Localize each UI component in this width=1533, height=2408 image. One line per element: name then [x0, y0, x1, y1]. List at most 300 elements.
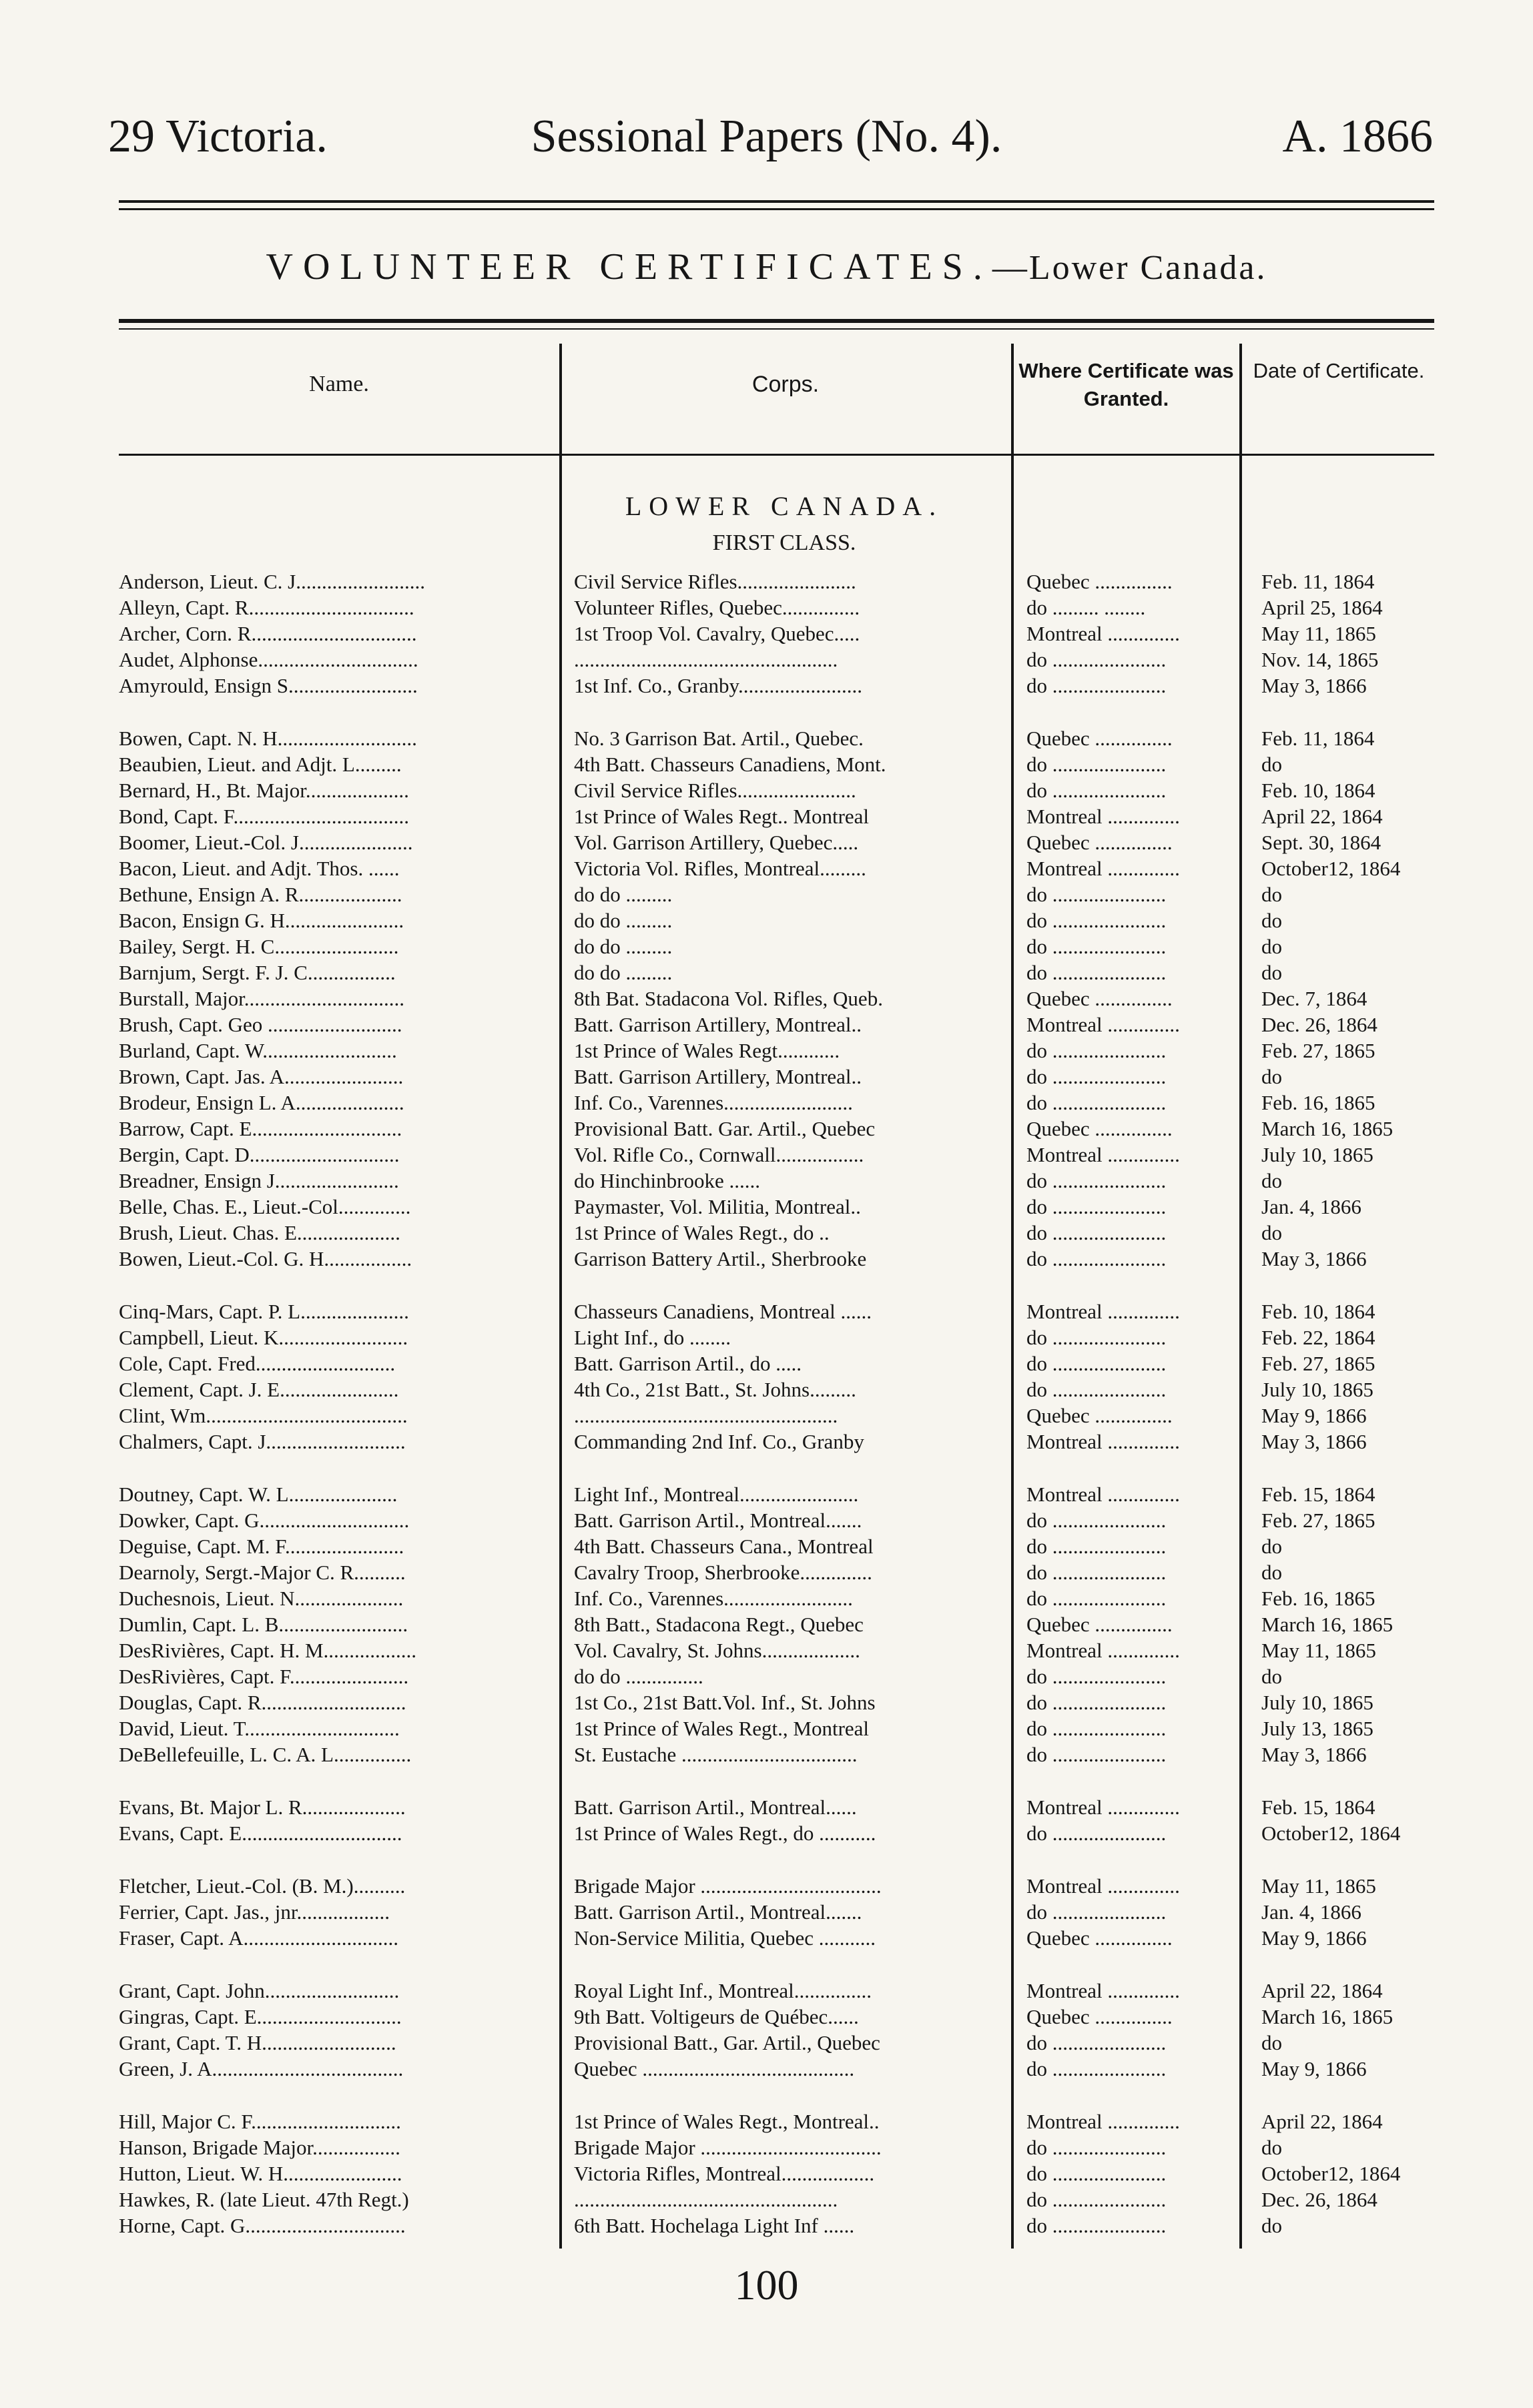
cell-corps: Light Inf., Montreal....................... [574, 1483, 859, 1506]
cell-corps: St. Eustache .................................. [574, 1743, 858, 1766]
cell-name: Brodeur, Ensign L. A..................... [119, 1091, 404, 1114]
table-row [119, 1978, 1462, 2004]
cell-date: May 11, 1865 [1261, 1874, 1376, 1898]
cell-date: do [1261, 883, 1282, 906]
cell-corps: Inf. Co., Varennes......................... [574, 1091, 853, 1114]
header-rule-bottom [119, 208, 1434, 210]
certificate-table [119, 568, 1462, 2239]
cell-where-granted: do ...................... [1026, 1352, 1167, 1375]
cell-date: Sept. 30, 1864 [1261, 831, 1382, 854]
cell-corps: Civil Service Rifles....................... [574, 779, 856, 802]
section-region-heading: LOWER CANADA. [625, 491, 944, 521]
cell-name: Bond, Capt. F.................................. [119, 805, 409, 828]
cell-date: do [1261, 1065, 1282, 1088]
cell-corps: 4th Batt. Chasseurs Cana., Montreal [574, 1535, 874, 1558]
cell-corps: Batt. Garrison Artil., Montreal...... [574, 1795, 857, 1819]
cell-where-granted: Quebec ............... [1026, 987, 1173, 1010]
table-row [119, 1663, 1462, 1689]
cell-name: Bacon, Lieut. and Adjt. Thos. ...... [119, 857, 400, 880]
cell-where-granted: do ...................... [1026, 935, 1167, 958]
cell-name: Dowker, Capt. G............................. [119, 1509, 410, 1532]
cell-where-granted: Montreal .............. [1026, 1483, 1180, 1506]
table-row [119, 1350, 1462, 1376]
cell-name: Clint, Wm....................................... [119, 1404, 408, 1427]
cell-corps: do do ......... [574, 883, 673, 906]
group-spacer [119, 2082, 1462, 2108]
cell-where-granted: do ...................... [1026, 961, 1167, 984]
group-spacer [119, 1272, 1462, 1298]
cell-name: Brush, Lieut. Chas. E.................... [119, 1221, 400, 1244]
cell-corps: do do ......... [574, 909, 673, 932]
cell-date: Feb. 10, 1864 [1261, 1300, 1375, 1323]
cell-date: Feb. 15, 1864 [1261, 1483, 1375, 1506]
cell-where-granted: do ...................... [1026, 2162, 1167, 2185]
table-row [119, 1246, 1462, 1272]
table-row [119, 1533, 1462, 1559]
cell-where-granted: Montreal .............. [1026, 1300, 1180, 1323]
cell-name: Hawkes, R. (late Lieut. 47th Regt.) [119, 2188, 409, 2211]
cell-date: May 3, 1866 [1261, 674, 1367, 697]
cell-corps: 1st Troop Vol. Cavalry, Quebec..... [574, 622, 860, 645]
cell-corps: do do ......... [574, 935, 673, 958]
cell-where-granted: do ...................... [1026, 2188, 1167, 2211]
cell-date: Feb. 10, 1864 [1261, 779, 1375, 802]
cell-corps: Vol. Garrison Artillery, Quebec..... [574, 831, 859, 854]
group-spacer [119, 699, 1462, 725]
table-row [119, 1168, 1462, 1194]
table-row [119, 933, 1462, 959]
page-title [0, 246, 1533, 288]
table-row [119, 1090, 1462, 1116]
cell-corps: Victoria Rifles, Montreal.................. [574, 2162, 875, 2185]
table-row [119, 2108, 1462, 2134]
group-spacer [119, 1767, 1462, 1794]
table-row [119, 1142, 1462, 1168]
cell-date: October12, 1864 [1261, 857, 1401, 880]
cell-date: April 22, 1864 [1261, 2110, 1383, 2133]
cell-where-granted: do ...................... [1026, 648, 1167, 671]
table-row [119, 1507, 1462, 1533]
cell-name: Bergin, Capt. D............................. [119, 1143, 400, 1166]
table-row [119, 1873, 1462, 1899]
cell-where-granted: do ...................... [1026, 1561, 1167, 1584]
running-header-center: Sessional Papers (No. 4). [531, 111, 1002, 162]
table-row [119, 2160, 1462, 2186]
cell-where-granted: do ...................... [1026, 2214, 1167, 2237]
cell-where-granted: do ...................... [1026, 1195, 1167, 1218]
cell-corps: Civil Service Rifles....................... [574, 570, 856, 593]
table-row [119, 2030, 1462, 2056]
cell-name: Belle, Chas. E., Lieut.-Col.............. [119, 1195, 411, 1218]
cell-where-granted: do ...................... [1026, 909, 1167, 932]
cell-where-granted: do ...................... [1026, 2031, 1167, 2054]
cell-corps: 1st Prince of Wales Regt., Montreal [574, 1717, 870, 1740]
page-number: 100 [734, 2261, 799, 2309]
cell-where-granted: Montreal .............. [1026, 1013, 1180, 1036]
column-header-where: Where Certificate was Granted. [1018, 359, 1234, 410]
table-row [119, 725, 1462, 751]
running-header-left: 29 Victoria. [108, 111, 328, 162]
cell-where-granted: do ...................... [1026, 1665, 1167, 1688]
cell-corps: 8th Batt., Stadacona Regt., Quebec [574, 1613, 864, 1636]
cell-where-granted: do ...................... [1026, 1535, 1167, 1558]
cell-name: Cole, Capt. Fred........................... [119, 1352, 396, 1375]
cell-corps: Commanding 2nd Inf. Co., Granby [574, 1430, 864, 1453]
cell-name: Breadner, Ensign J........................ [119, 1169, 399, 1192]
cell-where-granted: Montreal .............. [1026, 622, 1180, 645]
cell-date: May 3, 1866 [1261, 1247, 1367, 1270]
cell-where-granted: Montreal .............. [1026, 1430, 1180, 1453]
cell-date: Jan. 4, 1866 [1261, 1195, 1361, 1218]
cell-name: Grant, Capt. T. H.......................... [119, 2031, 396, 2054]
cell-date: July 10, 1865 [1261, 1143, 1373, 1166]
cell-name: Amyrould, Ensign S......................... [119, 674, 418, 697]
cell-name: Clement, Capt. J. E....................... [119, 1378, 399, 1401]
cell-corps: 4th Batt. Chasseurs Canadiens, Mont. [574, 753, 886, 776]
cell-corps: Batt. Garrison Artillery, Montreal.. [574, 1013, 862, 1036]
table-row [119, 1220, 1462, 1246]
group-spacer [119, 1846, 1462, 1873]
table-row [119, 881, 1462, 907]
running-header-right: A. 1866 [1282, 111, 1433, 162]
cell-corps: 9th Batt. Voltigeurs de Québec...... [574, 2005, 859, 2028]
table-row [119, 1559, 1462, 1585]
cell-corps: 1st Prince of Wales Regt.. Montreal [574, 805, 870, 828]
cell-corps: Brigade Major ................................... [574, 1874, 882, 1898]
cell-corps: 1st Co., 21st Batt.Vol. Inf., St. Johns [574, 1691, 876, 1714]
cell-where-granted: do ...................... [1026, 1169, 1167, 1192]
cell-name: Archer, Corn. R................................ [119, 622, 417, 645]
cell-corps: Vol. Rifle Co., Cornwall................. [574, 1143, 864, 1166]
group-spacer [119, 1951, 1462, 1978]
cell-where-granted: do ...................... [1026, 1091, 1167, 1114]
cell-date: March 16, 1865 [1261, 1613, 1394, 1636]
cell-date: do [1261, 1221, 1282, 1244]
section-class-heading: FIRST CLASS. [712, 530, 856, 555]
table-row [119, 1298, 1462, 1324]
cell-name: Gingras, Capt. E............................ [119, 2005, 402, 2028]
title-rule-thick [119, 319, 1434, 323]
column-header-corps: Corps. [751, 372, 820, 397]
table-row [119, 777, 1462, 803]
cell-name: Barrow, Capt. E............................. [119, 1117, 402, 1140]
cell-date: Feb. 11, 1864 [1261, 727, 1375, 750]
cell-corps: Royal Light Inf., Montreal............... [574, 1979, 872, 2002]
cell-date: Dec. 26, 1864 [1261, 2188, 1377, 2211]
cell-corps: Non-Service Militia, Quebec ........... [574, 1926, 876, 1950]
table-row [119, 1194, 1462, 1220]
cell-date: do [1261, 909, 1282, 932]
cell-name: Duchesnois, Lieut. N..................... [119, 1587, 404, 1610]
table-row [119, 907, 1462, 933]
table-row [119, 647, 1462, 673]
column-header-name: Name. [309, 372, 369, 396]
cell-name: Hill, Major C. F............................. [119, 2110, 401, 2133]
cell-name: Bowen, Capt. N. H........................... [119, 727, 417, 750]
cell-date: October12, 1864 [1261, 2162, 1401, 2185]
cell-date: May 3, 1866 [1261, 1743, 1367, 1766]
group-spacer [119, 1455, 1462, 1481]
cell-date: July 13, 1865 [1261, 1717, 1373, 1740]
cell-corps: Vol. Cavalry, St. Johns................... [574, 1639, 860, 1662]
cell-date: Feb. 27, 1865 [1261, 1039, 1375, 1062]
cell-where-granted: do ...................... [1026, 1378, 1167, 1401]
table-row [119, 1741, 1462, 1767]
cell-name: Audet, Alphonse............................... [119, 648, 418, 671]
cell-name: Hutton, Lieut. W. H....................... [119, 2162, 402, 2185]
cell-corps: 1st Prince of Wales Regt............ [574, 1039, 840, 1062]
cell-corps: Provisional Batt. Gar. Artil., Quebec [574, 1117, 876, 1140]
cell-where-granted: Montreal .............. [1026, 1143, 1180, 1166]
cell-where-granted: do ...................... [1026, 2057, 1167, 2080]
cell-corps: Batt. Garrison Artil., do ..... [574, 1352, 802, 1375]
cell-name: Burland, Capt. W.......................... [119, 1039, 397, 1062]
table-row [119, 1064, 1462, 1090]
column-header-date: Date of Certificate. [1253, 359, 1425, 382]
table-row [119, 594, 1462, 621]
cell-name: Brown, Capt. Jas. A....................... [119, 1065, 404, 1088]
cell-corps: 1st Prince of Wales Regt., do .. [574, 1221, 830, 1244]
cell-where-granted: do ...................... [1026, 779, 1167, 802]
cell-where-granted: Quebec ............... [1026, 1613, 1173, 1636]
cell-corps: do Hinchinbrooke ...... [574, 1169, 760, 1192]
cell-corps: No. 3 Garrison Bat. Artil., Quebec. [574, 727, 864, 750]
cell-date: do [1261, 753, 1282, 776]
table-row [119, 1689, 1462, 1715]
cell-where-granted: Quebec ............... [1026, 727, 1173, 750]
cell-corps: 8th Bat. Stadacona Vol. Rifles, Queb. [574, 987, 883, 1010]
cell-where-granted: do ......... ........ [1026, 596, 1146, 619]
cell-name: Bethune, Ensign A. R.................... [119, 883, 402, 906]
cell-name: Grant, Capt. John.......................... [119, 1979, 400, 2002]
table-row [119, 568, 1462, 594]
cell-name: Deguise, Capt. M. F....................... [119, 1535, 404, 1558]
cell-name: Anderson, Lieut. C. J......................... [119, 570, 425, 593]
table-row [119, 1611, 1462, 1637]
cell-date: do [1261, 1535, 1282, 1558]
cell-name: Dumlin, Capt. L. B......................... [119, 1613, 408, 1636]
cell-where-granted: Quebec ............... [1026, 1926, 1173, 1950]
cell-date: Feb. 27, 1865 [1261, 1352, 1375, 1375]
cell-date: Dec. 7, 1864 [1261, 987, 1367, 1010]
cell-name: DesRivières, Capt. F....................... [119, 1665, 409, 1688]
cell-date: Feb. 22, 1864 [1261, 1326, 1375, 1349]
cell-date: do [1261, 2214, 1282, 2237]
cell-corps: do do ......... [574, 961, 673, 984]
cell-date: May 11, 1865 [1261, 1639, 1376, 1662]
cell-corps: ................................................... [574, 2188, 838, 2211]
cell-where-granted: do ...................... [1026, 1743, 1167, 1766]
cell-where-granted: do ...................... [1026, 1509, 1167, 1532]
cell-where-granted: do ...................... [1026, 1039, 1167, 1062]
cell-name: Doutney, Capt. W. L..................... [119, 1483, 398, 1506]
cell-corps: Light Inf., do ........ [574, 1326, 731, 1349]
cell-where-granted: Montreal .............. [1026, 2110, 1180, 2133]
table-row [119, 1925, 1462, 1951]
cell-where-granted: do ...................... [1026, 1326, 1167, 1349]
cell-where-granted: Quebec ............... [1026, 570, 1173, 593]
column-header-rule [119, 454, 1434, 456]
cell-date: do [1261, 1169, 1282, 1192]
cell-name: DeBellefeuille, L. C. A. L............... [119, 1743, 412, 1766]
cell-name: Green, J. A..................................... [119, 2057, 404, 2080]
table-row [119, 959, 1462, 985]
cell-where-granted: Montreal .............. [1026, 1979, 1180, 2002]
cell-date: do [1261, 2031, 1282, 2054]
cell-date: April 22, 1864 [1261, 805, 1383, 828]
cell-name: Fraser, Capt. A.............................. [119, 1926, 398, 1950]
cell-where-granted: do ...................... [1026, 753, 1167, 776]
cell-where-granted: Montreal .............. [1026, 1874, 1180, 1898]
cell-name: Ferrier, Capt. Jas., jnr.................. [119, 1900, 390, 1924]
cell-where-granted: do ...................... [1026, 1822, 1167, 1845]
cell-date: do [1261, 935, 1282, 958]
table-row [119, 1820, 1462, 1846]
cell-date: Nov. 14, 1865 [1261, 648, 1379, 671]
cell-corps: Batt. Garrison Artil., Montreal....... [574, 1900, 862, 1924]
cell-name: Alleyn, Capt. R................................ [119, 596, 414, 619]
cell-where-granted: do ...................... [1026, 1587, 1167, 1610]
cell-name: Chalmers, Capt. J........................... [119, 1430, 406, 1453]
cell-date: May 9, 1866 [1261, 1926, 1367, 1950]
cell-date: May 9, 1866 [1261, 2057, 1367, 2080]
cell-corps: 4th Co., 21st Batt., St. Johns......... [574, 1378, 856, 1401]
cell-where-granted: do ...................... [1026, 1717, 1167, 1740]
header-rule-top [119, 200, 1434, 203]
cell-date: Feb. 16, 1865 [1261, 1587, 1375, 1610]
cell-where-granted: do ...................... [1026, 674, 1167, 697]
cell-name: DesRivières, Capt. H. M.................. [119, 1639, 417, 1662]
cell-corps: 6th Batt. Hochelaga Light Inf ...... [574, 2214, 855, 2237]
cell-corps: Garrison Battery Artil., Sherbrooke [574, 1247, 867, 1270]
cell-corps: ................................................... [574, 648, 838, 671]
cell-corps: Volunteer Rifles, Quebec............... [574, 596, 860, 619]
cell-name: Horne, Capt. G............................... [119, 2214, 406, 2237]
cell-corps: 1st Inf. Co., Granby........................ [574, 674, 862, 697]
table-row [119, 803, 1462, 829]
table-row [119, 1899, 1462, 1925]
cell-date: July 10, 1865 [1261, 1691, 1373, 1714]
table-row [119, 1715, 1462, 1741]
cell-name: Boomer, Lieut.-Col. J...................... [119, 831, 413, 854]
cell-date: March 16, 1865 [1261, 2005, 1394, 2028]
cell-date: April 25, 1864 [1261, 596, 1383, 619]
cell-name: Beaubien, Lieut. and Adjt. L......... [119, 753, 402, 776]
table-row [119, 673, 1462, 699]
cell-name: David, Lieut. T.............................. [119, 1717, 400, 1740]
cell-corps: Quebec ......................................... [574, 2057, 855, 2080]
cell-corps: Provisional Batt., Gar. Artil., Quebec [574, 2031, 880, 2054]
cell-name: Douglas, Capt. R............................ [119, 1691, 406, 1714]
cell-name: Evans, Capt. E............................... [119, 1822, 402, 1845]
cell-date: July 10, 1865 [1261, 1378, 1373, 1401]
cell-date: Feb. 16, 1865 [1261, 1091, 1375, 1114]
cell-where-granted: Montreal .............. [1026, 805, 1180, 828]
cell-date: May 3, 1866 [1261, 1430, 1367, 1453]
cell-name: Bernard, H., Bt. Major.................... [119, 779, 409, 802]
cell-name: Bailey, Sergt. H. C........................ [119, 935, 399, 958]
cell-date: March 16, 1865 [1261, 1117, 1394, 1140]
table-row [119, 751, 1462, 777]
table-row [119, 1637, 1462, 1663]
cell-name: Burstall, Major............................... [119, 987, 404, 1010]
cell-date: Feb. 27, 1865 [1261, 1509, 1375, 1532]
cell-name: Fletcher, Lieut.-Col. (B. M.).......... [119, 1874, 406, 1898]
cell-date: May 9, 1866 [1261, 1404, 1367, 1427]
cell-name: Brush, Capt. Geo .......................... [119, 1013, 402, 1036]
cell-where-granted: Quebec ............... [1026, 1404, 1173, 1427]
cell-where-granted: do ...................... [1026, 1065, 1167, 1088]
cell-name: Campbell, Lieut. K......................... [119, 1326, 408, 1349]
cell-corps: Brigade Major ................................... [574, 2136, 882, 2159]
cell-where-granted: Quebec ............... [1026, 1117, 1173, 1140]
cell-where-granted: do ...................... [1026, 2136, 1167, 2159]
cell-where-granted: do ...................... [1026, 883, 1167, 906]
cell-corps: do do ............... [574, 1665, 703, 1688]
table-row [119, 1376, 1462, 1402]
cell-where-granted: do ...................... [1026, 1691, 1167, 1714]
cell-date: do [1261, 1561, 1282, 1584]
table-row [119, 2056, 1462, 2082]
table-row [119, 1012, 1462, 1038]
cell-date: do [1261, 1665, 1282, 1688]
table-row [119, 985, 1462, 1012]
cell-corps: Cavalry Troop, Sherbrooke.............. [574, 1561, 872, 1584]
cell-corps: 1st Prince of Wales Regt., do ........... [574, 1822, 876, 1845]
table-row [119, 621, 1462, 647]
cell-where-granted: Quebec ............... [1026, 831, 1173, 854]
cell-where-granted: Quebec ............... [1026, 2005, 1173, 2028]
cell-corps: Victoria Vol. Rifles, Montreal......... [574, 857, 866, 880]
table-row [119, 829, 1462, 855]
cell-name: Cinq-Mars, Capt. P. L..................... [119, 1300, 409, 1323]
cell-date: do [1261, 961, 1282, 984]
cell-where-granted: Montreal .............. [1026, 857, 1180, 880]
table-row [119, 1324, 1462, 1350]
cell-corps: Batt. Garrison Artil., Montreal....... [574, 1509, 862, 1532]
table-row [119, 2186, 1462, 2213]
table-row [119, 2004, 1462, 2030]
cell-date: Dec. 26, 1864 [1261, 1013, 1377, 1036]
table-row [119, 1402, 1462, 1429]
cell-corps: Batt. Garrison Artillery, Montreal.. [574, 1065, 862, 1088]
cell-date: May 11, 1865 [1261, 622, 1376, 645]
cell-date: October12, 1864 [1261, 1822, 1401, 1845]
cell-where-granted: do ...................... [1026, 1900, 1167, 1924]
cell-corps: Paymaster, Vol. Militia, Montreal.. [574, 1195, 861, 1218]
cell-name: Dearnoly, Sergt.-Major C. R.......... [119, 1561, 406, 1584]
title-rule-thin [119, 328, 1434, 330]
cell-where-granted: Montreal .............. [1026, 1795, 1180, 1819]
table-row [119, 2213, 1462, 2239]
title-main: VOLUNTEER CERTIFICATES. [266, 246, 992, 288]
cell-name: Barnjum, Sergt. F. J. C................. [119, 961, 396, 984]
cell-corps: Chasseurs Canadiens, Montreal ...... [574, 1300, 872, 1323]
table-row [119, 1429, 1462, 1455]
cell-corps: Inf. Co., Varennes......................... [574, 1587, 853, 1610]
cell-name: Hanson, Brigade Major................. [119, 2136, 400, 2159]
cell-name: Bacon, Ensign G. H....................... [119, 909, 404, 932]
table-row [119, 855, 1462, 881]
cell-date: Feb. 11, 1864 [1261, 570, 1375, 593]
cell-corps: 1st Prince of Wales Regt., Montreal.. [574, 2110, 880, 2133]
table-row [119, 1794, 1462, 1820]
cell-name: Bowen, Lieut.-Col. G. H................. [119, 1247, 412, 1270]
table-row [119, 2134, 1462, 2160]
table-row [119, 1038, 1462, 1064]
table-row [119, 1116, 1462, 1142]
certificate-table-body [119, 568, 1462, 2239]
